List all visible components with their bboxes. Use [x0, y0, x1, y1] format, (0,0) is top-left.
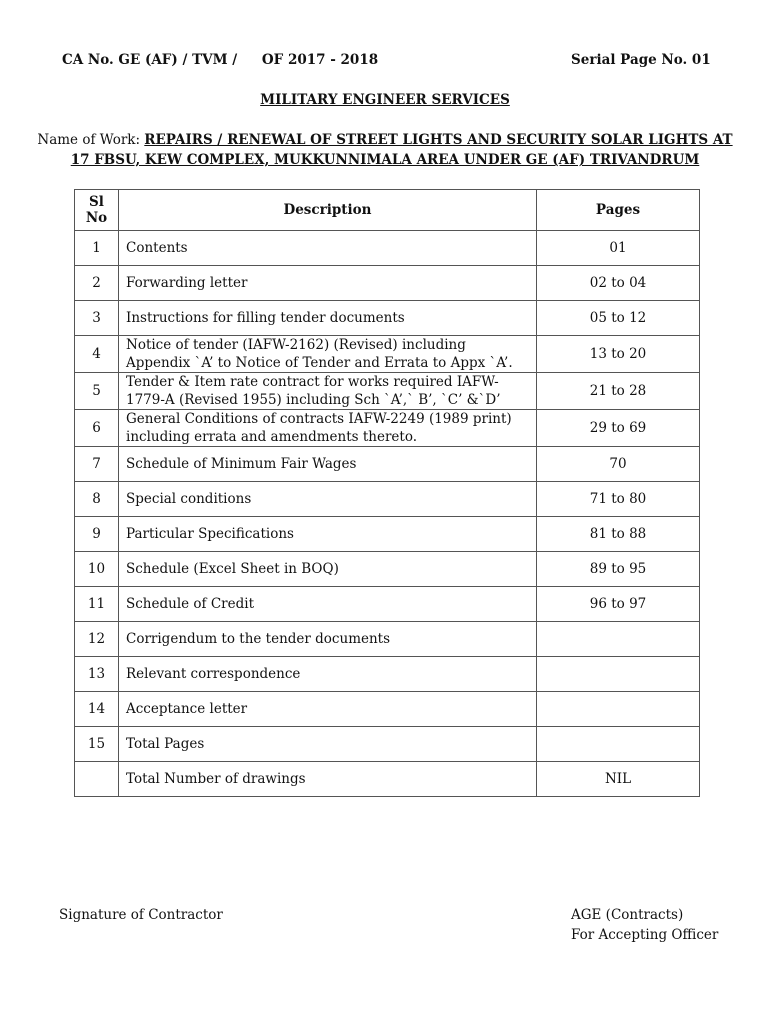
name-of-work-title: REPAIRS / RENEWAL OF STREET LIGHTS AND SECURITY SOLAR LIGHTS AT 17 FBSU, KEW COMPLEX, MUKKUNNIMALA AREA UNDER GE (AF) TRIVANDRUM: [70, 132, 733, 168]
table-row: [75, 657, 700, 692]
table-header-row: [75, 190, 700, 231]
row-pages: 81 to 88: [537, 517, 700, 552]
row-sl: 7: [75, 447, 119, 482]
row-pages: NIL: [537, 762, 700, 797]
row-sl: 12: [75, 622, 119, 657]
row-sl: 14: [75, 692, 119, 727]
row-sl: 4: [75, 336, 119, 373]
table-row: [75, 231, 700, 266]
row-sl: 8: [75, 482, 119, 517]
row-description: Schedule of Credit: [119, 587, 537, 622]
ca-number: CA No. GE (AF) / TVM /: [62, 52, 238, 68]
row-description: General Conditions of contracts IAFW-2249 (1989 print) including errata and amendments thereto.: [119, 410, 537, 447]
table-row: [75, 552, 700, 587]
row-pages: [537, 692, 700, 727]
accepting-officer-signature: [571, 905, 718, 945]
row-description: Instructions for filling tender documents: [119, 301, 537, 336]
row-pages: 21 to 28: [537, 373, 700, 410]
table-row: [75, 447, 700, 482]
table-row: [75, 301, 700, 336]
row-description: Contents: [119, 231, 537, 266]
row-description: Acceptance letter: [119, 692, 537, 727]
row-pages: 13 to 20: [537, 336, 700, 373]
contract-year: OF 2017 - 2018: [261, 52, 379, 68]
row-sl: 13: [75, 657, 119, 692]
row-pages: 01: [537, 231, 700, 266]
row-sl: 6: [75, 410, 119, 447]
row-pages: [537, 727, 700, 762]
row-sl: 9: [75, 517, 119, 552]
row-description: Tender & Item rate contract for works required IAFW-1779-A (Revised 1955) including Sch `A’,` B’, `C’ &`D’: [119, 373, 537, 410]
row-description: Corrigendum to the tender documents: [119, 622, 537, 657]
name-of-work: [30, 130, 740, 170]
row-description: Forwarding letter: [119, 266, 537, 301]
name-of-work-label: Name of Work:: [37, 132, 145, 148]
row-pages: [537, 622, 700, 657]
row-description: Schedule (Excel Sheet in BOQ): [119, 552, 537, 587]
contractor-signature: Signature of Contractor: [59, 907, 223, 923]
table-row: [75, 517, 700, 552]
row-pages: 71 to 80: [537, 482, 700, 517]
row-pages: [537, 657, 700, 692]
row-pages: 70: [537, 447, 700, 482]
table-row: [75, 373, 700, 410]
contents-table: [74, 189, 700, 797]
table-row: [75, 410, 700, 447]
row-pages: 89 to 95: [537, 552, 700, 587]
row-sl: 15: [75, 727, 119, 762]
ca-number-header: [62, 52, 378, 68]
row-sl: [75, 762, 119, 797]
organization-title: MILITARY ENGINEER SERVICES: [260, 92, 510, 108]
row-sl: 10: [75, 552, 119, 587]
row-sl: 3: [75, 301, 119, 336]
table-row: [75, 692, 700, 727]
accepting-officer-label: For Accepting Officer: [571, 927, 719, 943]
row-description: Special conditions: [119, 482, 537, 517]
row-sl: 11: [75, 587, 119, 622]
row-pages: 02 to 04: [537, 266, 700, 301]
header-description: Description: [119, 190, 537, 231]
age-contracts-label: AGE (Contracts): [571, 907, 684, 923]
row-description: Notice of tender (IAFW-2162) (Revised) including Appendix `A’ to Notice of Tender and Errata to Appx `A’.: [119, 336, 537, 373]
header-pages: Pages: [537, 190, 700, 231]
row-description: Relevant correspondence: [119, 657, 537, 692]
table-row: [75, 266, 700, 301]
row-description: Total Number of drawings: [119, 762, 537, 797]
row-description: Schedule of Minimum Fair Wages: [119, 447, 537, 482]
row-sl: 2: [75, 266, 119, 301]
table-row: [75, 622, 700, 657]
table-row: [75, 587, 700, 622]
row-description: Total Pages: [119, 727, 537, 762]
table-row: [75, 336, 700, 373]
header-sl-no: Sl No: [75, 190, 119, 231]
row-sl: 5: [75, 373, 119, 410]
serial-page-number: Serial Page No. 01: [571, 52, 711, 68]
row-description: Particular Specifications: [119, 517, 537, 552]
table-row: [75, 727, 700, 762]
table-row: [75, 482, 700, 517]
table-row: [75, 762, 700, 797]
row-pages: 05 to 12: [537, 301, 700, 336]
row-sl: 1: [75, 231, 119, 266]
row-pages: 29 to 69: [537, 410, 700, 447]
row-pages: 96 to 97: [537, 587, 700, 622]
